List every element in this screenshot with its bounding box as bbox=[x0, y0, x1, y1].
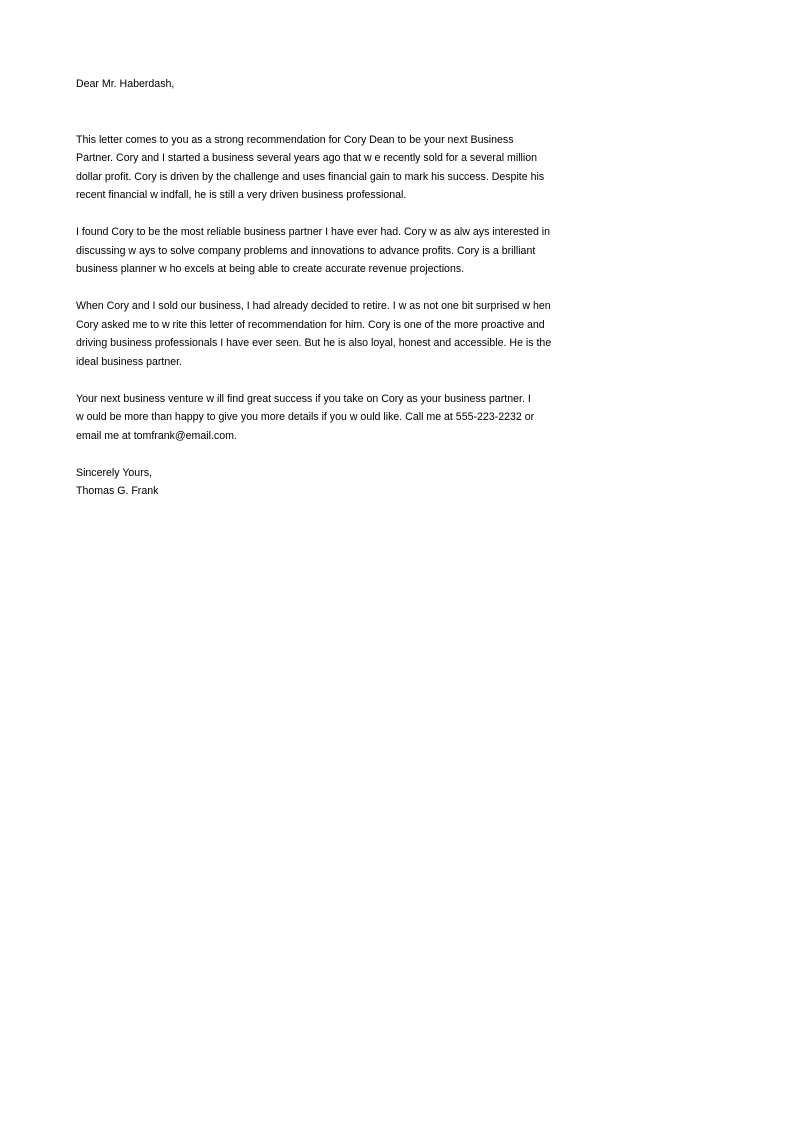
paragraph-line: Cory asked me to w rite this letter of recommendation for him. Cory is one of the more proactive and bbox=[76, 318, 545, 331]
paragraph-line: recent financial w indfall, he is still a very driven business professional. bbox=[76, 189, 407, 201]
paragraph-line: Your next business venture w ill find great success if you take on Cory as your business partner. I bbox=[76, 392, 531, 405]
paragraph-line: business planner w ho excels at being able to create accurate revenue projections. bbox=[76, 263, 465, 275]
closing-phrase: Sincerely Yours, bbox=[76, 466, 152, 479]
paragraph-line: ideal business partner. bbox=[76, 355, 183, 368]
paragraph-line: email me at tomfrank@email.com. bbox=[76, 429, 237, 442]
paragraph-line: When Cory and I sold our business, I had already decided to retire. I w as not one bit surprised w hen bbox=[76, 300, 551, 312]
paragraph-line: This letter comes to you as a strong recommendation for Cory Dean to be your next Business bbox=[76, 133, 514, 146]
paragraph-line: discussing w ays to solve company problems and innovations to advance profits. Cory is a brilliant bbox=[76, 244, 536, 257]
paragraph-line: w ould be more than happy to give you more details if you w ould like. Call me at 555-223-2232 or bbox=[76, 411, 535, 423]
paragraph-contact bbox=[76, 390, 566, 446]
paragraph-line: Partner. Cory and I started a business several years ago that w e recently sold for a several million bbox=[76, 152, 538, 164]
salutation: Dear Mr. Haberdash, bbox=[76, 78, 175, 90]
paragraph-reliability bbox=[76, 223, 566, 279]
paragraph-recommendation bbox=[76, 131, 566, 205]
signature-name: Thomas G. Frank bbox=[76, 485, 159, 497]
letter-body bbox=[76, 75, 566, 501]
sign-off bbox=[76, 464, 566, 501]
paragraph-line: driving business professionals I have ever seen. But he is also loyal, honest and accessible. He is the bbox=[76, 337, 552, 349]
paragraph-line: I found Cory to be the most reliable business partner I have ever had. Cory w as alw ays interested in bbox=[76, 226, 551, 238]
paragraph-line: dollar profit. Cory is driven by the challenge and uses financial gain to mark his success. Despite his bbox=[76, 170, 545, 183]
paragraph-retirement bbox=[76, 297, 566, 371]
